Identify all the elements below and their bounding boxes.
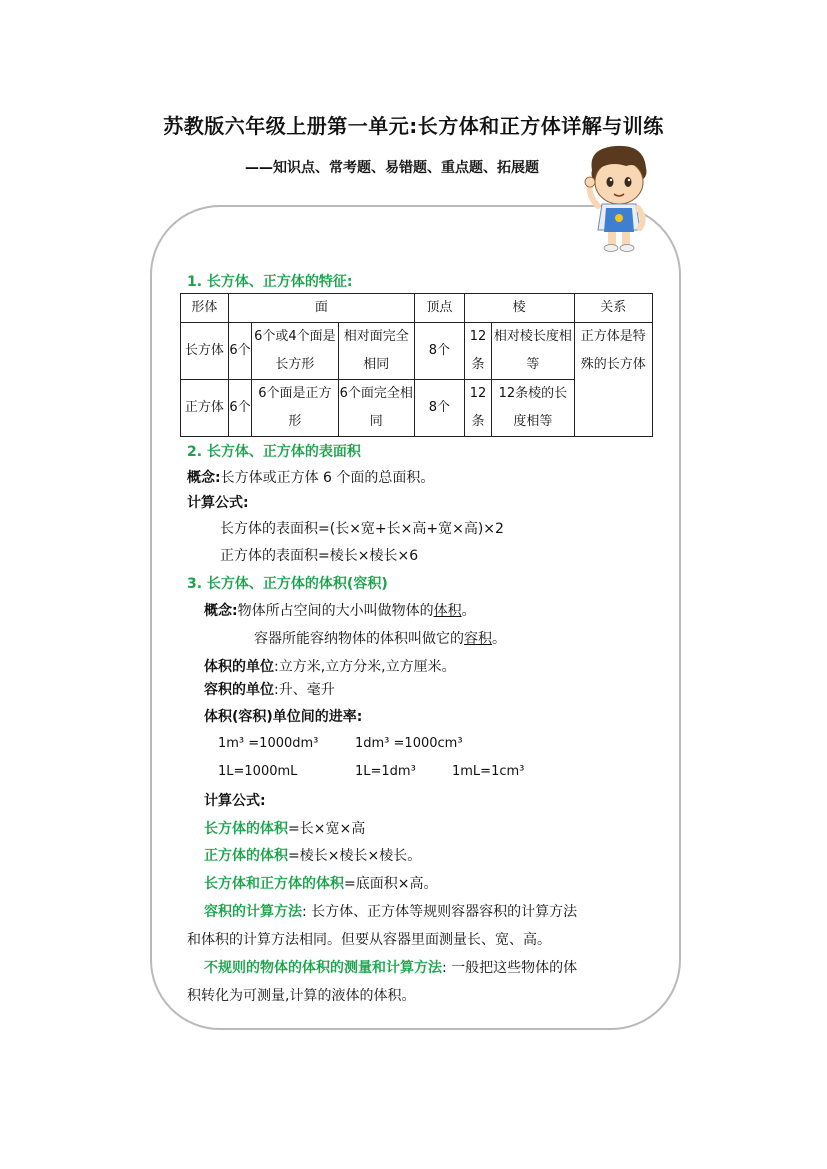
formula-text: =棱长×棱长×棱长。 <box>288 848 422 864</box>
volume-unit-text: :立方米,立方分米,立方厘米。 <box>274 659 456 675</box>
cell-face-rel: 6个面完全相同 <box>338 380 414 437</box>
volume-units <box>204 656 456 676</box>
rate-dm3-cm3: 1dm³ =1000cm³ <box>355 736 463 751</box>
formula-label: 长方体和正方体的体积 <box>204 876 344 892</box>
cube-surface-formula: 正方体的表面积=棱长×棱长×6 <box>220 548 419 564</box>
method-label: 容积的计算方法 <box>204 904 302 920</box>
capacity-units <box>204 679 335 699</box>
cell-shape: 长方体 <box>181 323 229 380</box>
document-title: 苏教版六年级上册第一单元:长方体和正方体详解与训练 <box>163 114 664 138</box>
capacity-unit-text: :升、毫升 <box>274 682 335 698</box>
section1-heading: 1. 长方体、正方体的特征: <box>187 274 353 290</box>
capacity-method-cont: 和体积的计算方法相同。但要从容器里面测量长、宽、高。 <box>187 932 551 948</box>
concept-label: 概念: <box>187 470 221 486</box>
section3-concept <box>204 600 476 620</box>
header-face: 面 <box>228 294 414 323</box>
cell-edge-count: 12条 <box>464 380 491 437</box>
cell-vertex: 8个 <box>414 380 464 437</box>
cell-edge-count: 12条 <box>464 323 491 380</box>
irregular-method <box>204 957 577 977</box>
concept-label: 概念: <box>204 603 238 619</box>
rate-l-dm3: 1L=1dm³ <box>355 764 416 779</box>
section3-concept2 <box>254 628 506 648</box>
capacity-unit-label: 容积的单位 <box>204 682 274 698</box>
cube-volume-formula <box>204 845 421 865</box>
cell-face-shape: 6个面是正方形 <box>252 380 338 437</box>
cell-face-count: 6个 <box>228 380 251 437</box>
formula-label: 正方体的体积 <box>204 848 288 864</box>
cell-face-rel: 相对面完全相同 <box>338 323 414 380</box>
formula-text: =长×宽×高 <box>288 821 366 837</box>
cell-edge-rel: 12条棱的长度相等 <box>492 380 574 437</box>
cell-face-count: 6个 <box>228 323 251 380</box>
rate-ml-cm3: 1mL=1cm³ <box>452 764 525 779</box>
concept-text: 物体所占空间的大小叫做物体的 <box>237 603 434 619</box>
features-table <box>180 293 653 437</box>
header-relation: 关系 <box>574 294 652 323</box>
cuboid-volume-formula <box>204 818 365 838</box>
term-volume: 体积 <box>433 603 462 619</box>
rate-m3-dm3: 1m³ =1000dm³ <box>218 736 319 751</box>
concept2-text: 容器所能容纳物体的体积叫做它的 <box>254 631 464 647</box>
section2-concept <box>187 467 434 487</box>
cell-edge-rel: 相对棱长度相等 <box>492 323 574 380</box>
header-edge: 棱 <box>464 294 574 323</box>
formula-label: 长方体的体积 <box>204 821 288 837</box>
table-row <box>181 323 653 380</box>
section2-heading: 2. 长方体、正方体的表面积 <box>187 444 361 460</box>
general-volume-formula <box>204 873 437 893</box>
concept-end: 。 <box>461 603 476 619</box>
volume-unit-label: 体积的单位 <box>204 659 274 675</box>
concept-text: 长方体或正方体 6 个面的总面积。 <box>220 470 435 486</box>
rate-label: 体积(容积)单位间的进率: <box>204 709 363 725</box>
cell-shape: 正方体 <box>181 380 229 437</box>
cell-relation: 正方体是特殊的长方体 <box>574 323 652 437</box>
cartoon-boy-icon <box>578 140 660 255</box>
section3-formula-label: 计算公式: <box>204 793 266 809</box>
header-shape: 形体 <box>181 294 229 323</box>
cell-vertex: 8个 <box>414 323 464 380</box>
cuboid-surface-formula: 长方体的表面积=(长×宽+长×高+宽×高)×2 <box>220 521 504 537</box>
document-subtitle: ——知识点、常考题、易错题、重点题、拓展题 <box>245 160 539 176</box>
section3-heading: 3. 长方体、正方体的体积(容积) <box>187 576 388 592</box>
table-header-row <box>181 294 653 323</box>
concept2-end: 。 <box>492 631 506 647</box>
header-vertex: 顶点 <box>414 294 464 323</box>
cell-face-shape: 6个或4个面是长方形 <box>252 323 338 380</box>
formula-text: =底面积×高。 <box>344 876 438 892</box>
term-capacity: 容积 <box>464 631 492 647</box>
irregular-method-cont: 积转化为可测量,计算的液体的体积。 <box>187 988 416 1004</box>
capacity-method <box>204 901 577 921</box>
method-text: : 长方体、正方体等规则容器容积的计算方法 <box>302 904 578 920</box>
method-text: : 一般把这些物体的体 <box>442 960 578 976</box>
section2-formula-label: 计算公式: <box>187 495 249 511</box>
rate-l-ml: 1L=1000mL <box>218 764 298 779</box>
method-label: 不规则的物体的体积的测量和计算方法 <box>204 960 442 976</box>
